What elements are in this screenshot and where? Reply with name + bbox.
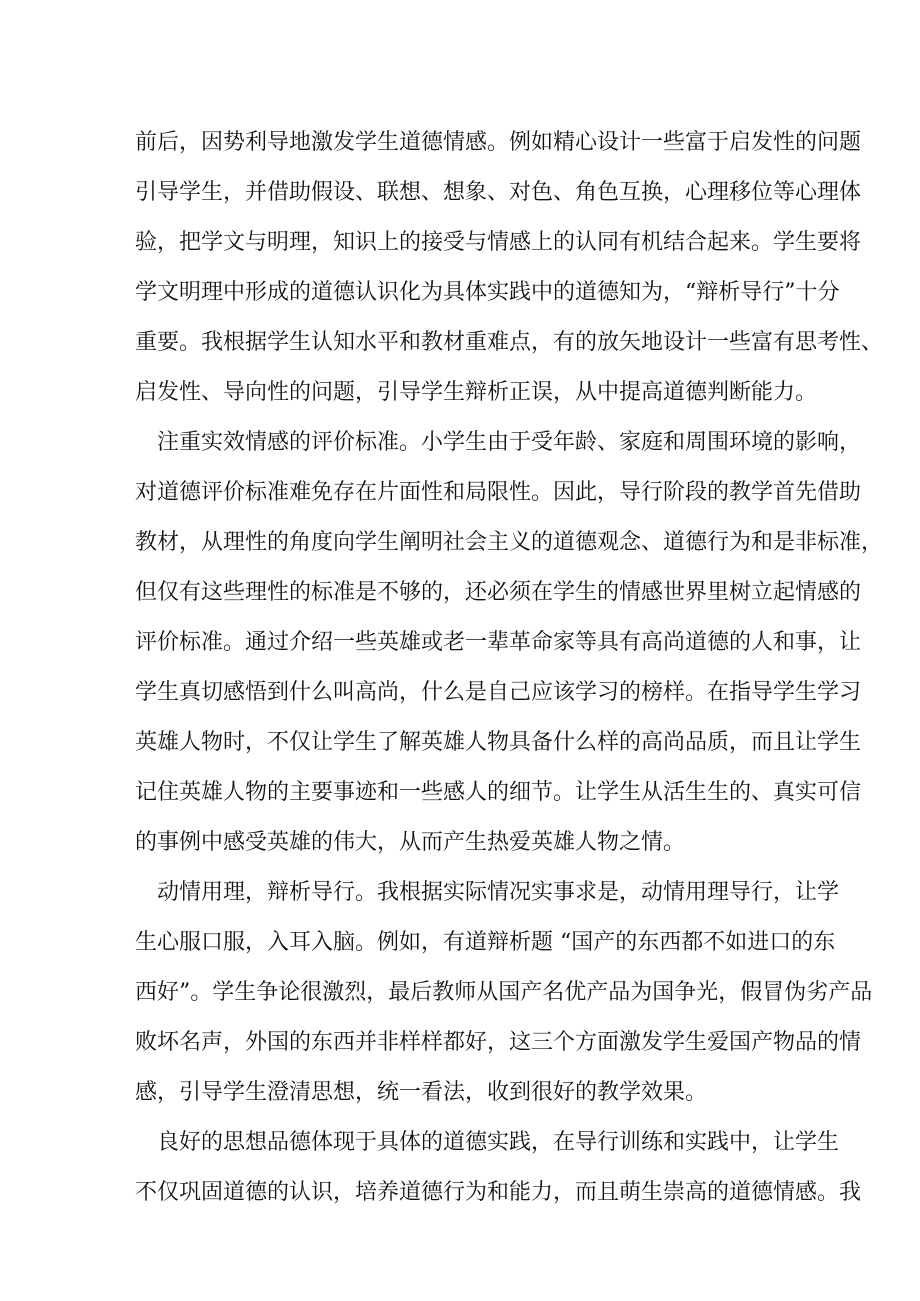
text-line: 良好的思想品德体现于具体的道德实践，在导行训练和实践中，让学生: [157, 1130, 840, 1155]
text-line: 引导学生，并借助假设、联想、想象、对色、角色互换，心理移位等心理体: [135, 180, 862, 205]
text-line: 不仅巩固道德的认识，培养道德行为和能力，而且萌生崇高的道德情感。我: [135, 1180, 862, 1205]
paragraph: [135, 1118, 862, 1218]
text-line: 生心服口服，入耳入脑。例如，有道辩析题 “国产的东西都不如进口的东: [135, 930, 836, 955]
text-line: 教材，从理性的角度向学生阐明社会主义的道德观念、道德行为和是非标准，: [135, 530, 884, 555]
text-line: 注重实效情感的评价标准。小学生由于受年龄、家庭和周围环境的影响，: [157, 430, 862, 455]
text-line: 动情用理，辩析导行。我根据实际情况实事求是，动情用理导行，让学: [157, 880, 840, 905]
text-line: 感，引导学生澄清思想，统一看法，收到很好的教学效果。: [135, 1080, 708, 1105]
paragraph: [135, 118, 884, 418]
text-line: 对道德评价标准难免存在片面性和局限性。因此，导行阶段的教学首先借助: [135, 480, 862, 505]
text-line: 前后，因势利导地激发学生道德情感。例如精心设计一些富于启发性的问题: [135, 130, 862, 155]
text-line: 学生真切感悟到什么叫高尚，什么是自己应该学习的榜样。在指导学生学习: [135, 680, 862, 705]
document-body: [135, 118, 884, 1218]
text-line: 西好”。学生争论很激烈，最后教师从国产名优产品为国争光，假冒伪劣产品: [135, 980, 873, 1005]
text-line: 的事例中感受英雄的伟大，从而产生热爱英雄人物之情。: [135, 830, 686, 855]
text-line: 败坏名声，外国的东西并非样样都好，这三个方面激发学生爱国产物品的情: [135, 1030, 862, 1055]
text-line: 验，把学文与明理，知识上的接受与情感上的认同有机结合起来。学生要将: [135, 230, 862, 255]
text-line: 重要。我根据学生认知水平和教材重难点，有的放矢地设计一些富有思考性、: [135, 330, 884, 355]
text-line: 记住英雄人物的主要事迹和一些感人的细节。让学生从活生生的、真实可信: [135, 780, 862, 805]
text-line: 评价标准。通过介绍一些英雄或老一辈革命家等具有高尚道德的人和事，让: [135, 630, 862, 655]
text-line: 但仅有这些理性的标准是不够的，还必须在学生的情感世界里树立起情感的: [135, 580, 862, 605]
paragraph: [135, 418, 884, 868]
paragraph: [135, 868, 873, 1118]
text-line: 英雄人物时，不仅让学生了解英雄人物具备什么样的高尚品质，而且让学生: [135, 730, 862, 755]
text-line: 启发性、导向性的问题，引导学生辩析正误，从中提高道德判断能力。: [135, 380, 818, 405]
text-line: 学文明理中形成的道德认识化为具体实践中的道德知为，“辩析导行”十分: [135, 280, 840, 305]
